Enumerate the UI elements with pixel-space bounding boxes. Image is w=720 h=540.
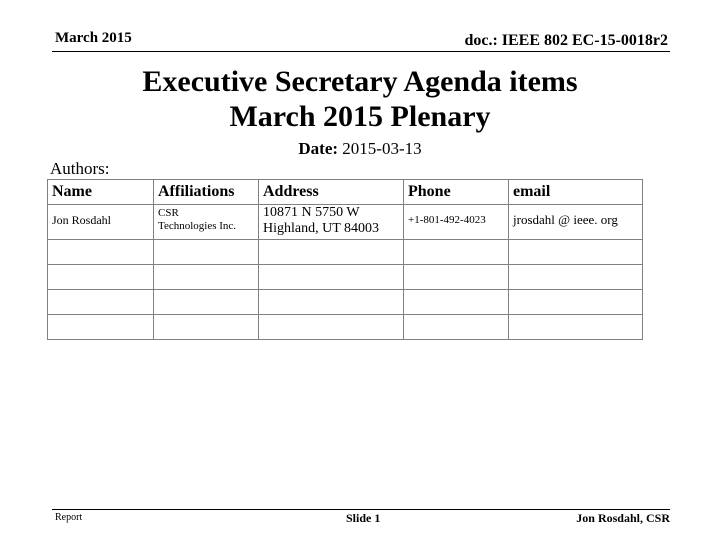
table-header-row — [48, 180, 643, 205]
author-email: jrosdahl @ ieee. org — [513, 212, 618, 227]
column-header-phone: Phone — [404, 180, 509, 205]
title-line-1: Executive Secretary Agenda items — [142, 65, 578, 98]
table-row-empty — [48, 290, 643, 315]
cell-name — [48, 205, 154, 240]
affiliation-line-1: CSR — [158, 207, 179, 219]
date-line — [0, 139, 720, 159]
table-row — [48, 205, 643, 240]
cell-address — [259, 205, 404, 240]
table-row-empty — [48, 315, 643, 340]
address-line-1: 10871 N 5750 W — [263, 205, 360, 220]
footer-author: Jon Rosdahl, CSR — [576, 511, 670, 525]
footer-divider — [52, 509, 670, 510]
footer-slide-number: Slide 1 — [346, 511, 381, 525]
title-line-2: March 2015 Plenary — [229, 100, 491, 133]
header-divider — [52, 51, 670, 52]
column-header-address: Address — [259, 180, 404, 205]
column-header-email: email — [509, 180, 643, 205]
cell-affiliation — [154, 205, 259, 240]
table-row-empty — [48, 265, 643, 290]
column-header-affiliations: Affiliations — [154, 180, 259, 205]
table-row-empty — [48, 240, 643, 265]
column-header-name: Name — [48, 180, 154, 205]
slide-title — [0, 64, 720, 134]
authors-label: Authors: — [50, 159, 110, 178]
cell-phone — [404, 205, 509, 240]
header-date: March 2015 — [55, 30, 132, 46]
footer-left: Report — [55, 512, 83, 523]
date-label: Date: — [298, 139, 339, 158]
authors-table — [47, 179, 643, 340]
date-value: 2015-03-13 — [342, 139, 422, 158]
header-doc-id: doc.: IEEE 802 EC-15-0018r2 — [464, 32, 668, 49]
address-line-2: Highland, UT 84003 — [263, 221, 380, 236]
affiliation-line-2: Technologies Inc. — [158, 220, 237, 232]
cell-email — [509, 205, 643, 240]
author-phone: +1-801-492-4023 — [408, 214, 486, 226]
author-name: Jon Rosdahl — [52, 213, 112, 227]
